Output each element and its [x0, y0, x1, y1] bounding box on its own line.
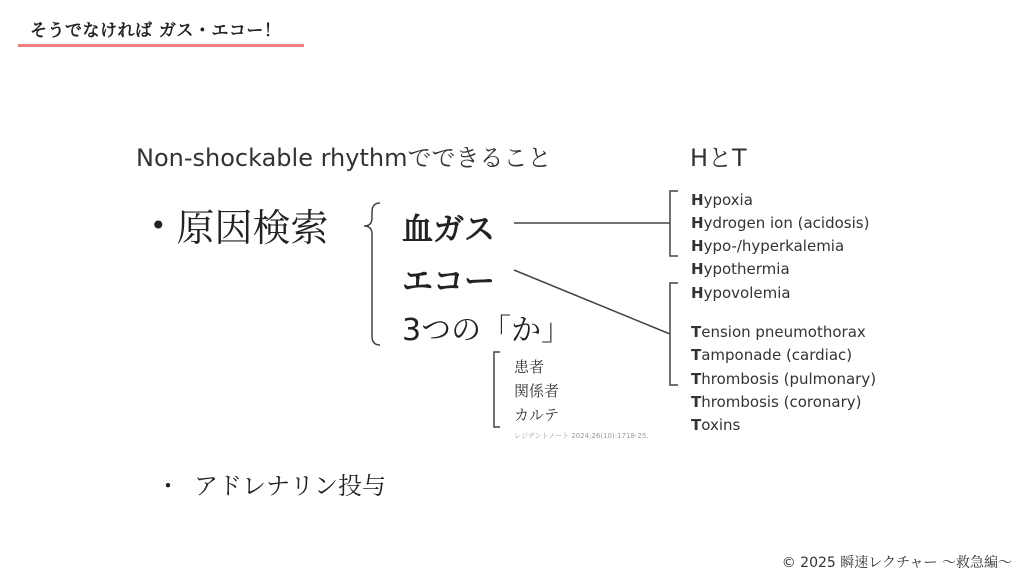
cause-echo: エコー: [402, 264, 495, 300]
echo-bracket: [670, 283, 678, 385]
bullet-marker: •: [150, 209, 167, 242]
bullet-cause-search-text: 原因検索: [176, 206, 329, 250]
ka-item-chart: カルテ: [514, 406, 560, 424]
ht-item: Hydrogen ion (acidosis): [691, 214, 870, 232]
bullet-adrenaline: [156, 466, 386, 501]
ht-item: Hypoxia: [691, 191, 753, 209]
ht-item: Thrombosis (coronary): [691, 393, 862, 411]
slide-title: そうでなければ ガス・エコー！: [30, 21, 282, 41]
bullet-cause-search: [150, 197, 329, 252]
ka-item-patient: 患者: [514, 358, 545, 376]
bullet-marker: ・: [156, 472, 180, 500]
ht-item: Hypothermia: [691, 260, 790, 278]
cause-blood-gas: 血ガス: [402, 212, 495, 248]
cause-brace: [364, 203, 380, 345]
section-heading: Non-shockable rhythmでできること: [136, 144, 552, 172]
ht-heading: HとT: [690, 144, 747, 172]
ka-item-related-persons: 関係者: [514, 382, 560, 400]
ht-item: Tension pneumothorax: [691, 323, 866, 341]
ht-item: Hypo-/hyperkalemia: [691, 237, 845, 255]
ht-item: Tamponade (cardiac): [691, 346, 853, 364]
citation: レジデントノート 2024;26(10):1718-25.: [514, 432, 649, 440]
ht-item: Toxins: [691, 416, 741, 434]
ka-bracket: [494, 352, 500, 427]
title-underline: [18, 44, 304, 47]
cause-three-ka: 3つの「か」: [402, 313, 572, 348]
h-bracket: [670, 191, 678, 256]
ht-item: Thrombosis (pulmonary): [691, 370, 877, 388]
copyright: © 2025 瞬速レクチャー 〜救急編〜: [781, 555, 1012, 571]
ht-item: Hypovolemia: [691, 284, 791, 302]
bullet-adrenaline-text: アドレナリン投与: [194, 472, 386, 500]
